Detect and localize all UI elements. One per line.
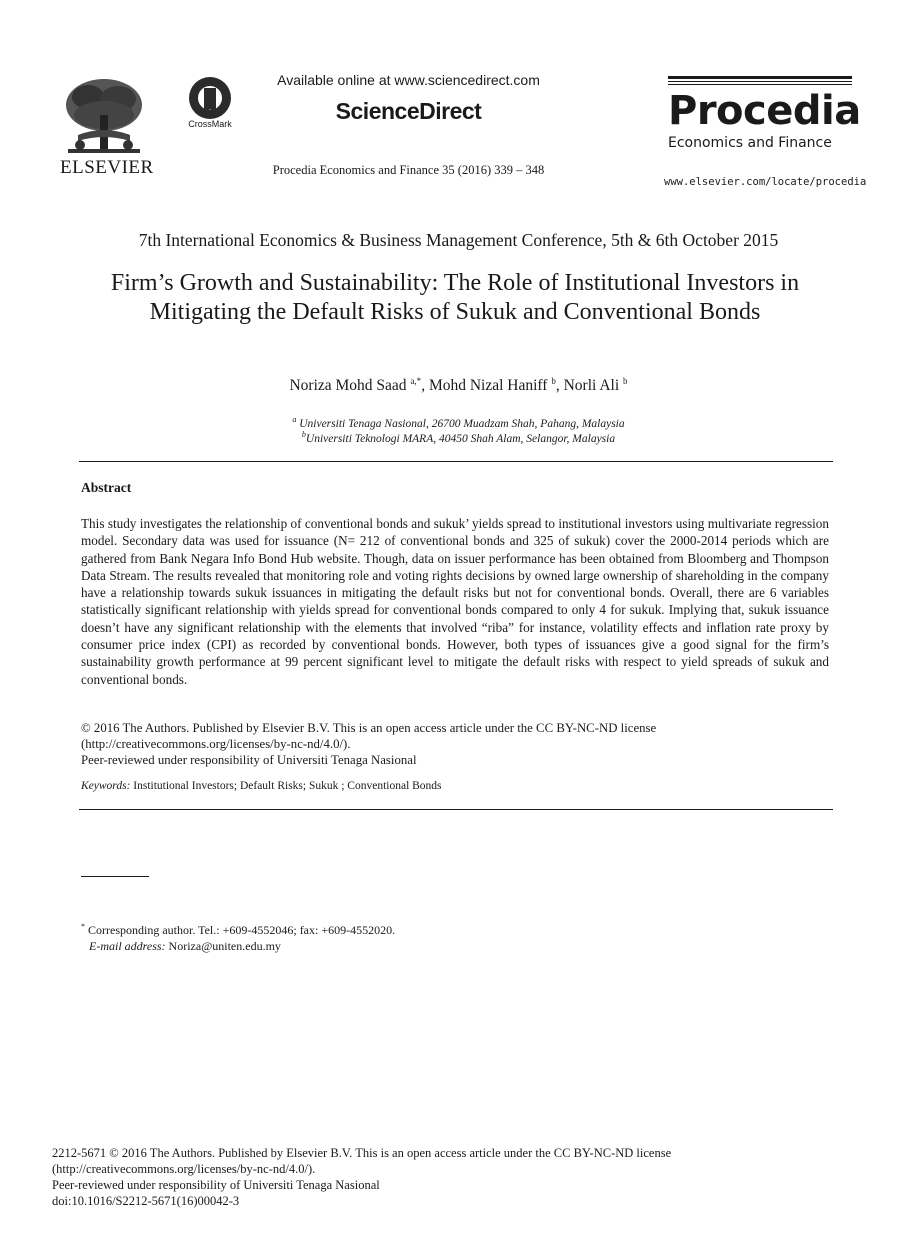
doi-line[interactable]: doi:10.1016/S2212-5671(16)00042-3: [52, 1194, 240, 1208]
affiliation-mark: a: [292, 415, 297, 424]
license-block: [81, 720, 829, 768]
elsevier-wordmark: ELSEVIER: [60, 157, 154, 178]
section-divider: [79, 809, 833, 810]
affiliation-text: Universiti Tenaga Nasional, 26700 Muadzam Shah, Pahang, Malaysia: [299, 417, 625, 430]
section-divider: [79, 461, 833, 462]
crossmark-label: CrossMark: [188, 119, 232, 129]
article-title: Firm’s Growth and Sustainability: The Role of Institutional Investors in Mitigating the Default Risks of Sukuk and Conventional Bonds: [110, 270, 800, 325]
author-name: Norli Ali: [563, 377, 620, 395]
procedia-url-link[interactable]: www.elsevier.com/locate/procedia: [664, 176, 867, 188]
peer-review-line: Peer-reviewed under responsibility of Universiti Tenaga Nasional: [81, 753, 417, 767]
footnote: [81, 919, 395, 954]
page-footer: [52, 1145, 671, 1209]
footnote-mark: *: [81, 922, 85, 931]
page-header: [0, 0, 907, 200]
author-name: Mohd Nizal Haniff: [428, 377, 548, 395]
affiliation-a: [0, 415, 907, 430]
abstract-text: This study investigates the relationship of conventional bonds and sukuk’ yields spread to institutional investors using multivariate regression model. Secondary data was used for issuance (N= 212 of conventional bonds and 325 of sukuk) cover the 2000-2014 periods which are gathered from Bank Negara Info Bond Hub website. Though, data on issuer performance has been obtained from Bloomberg and Thompson Data Stream. The results revealed that monitoring role and voting rights decisions by owned large ownership of shareholding in the company have a relationship towards sukuk issuances in mitigating the default risks but not for conventional bonds. Overall, there are 6 variables statistically significant relationship with yields spread for conventional bonds compared to only 4 for sukuk. Implying that, sukuk issuance doesn’t have any significant relationship with the elements that involved “riba” for instance, volatility effects and inflation rate proxy by consumer price index (CPI) as recorded by conventional bonds. However, both types of issuances give a good signal for the firm’s sustainability growth performance at 99 percent significant level to mitigate the default risks with respect to yield spreads of sukuk and conventional bonds.: [81, 516, 829, 687]
email-address[interactable]: Noriza@uniten.edu.my: [168, 939, 281, 953]
procedia-rule: [668, 76, 852, 79]
author-affiliation-mark: a,*: [410, 376, 422, 386]
procedia-subtitle: Economics and Finance: [668, 135, 832, 151]
author-name: Noriza Mohd Saad: [289, 377, 407, 395]
available-online-text: Available online at www.sciencedirect.com: [277, 72, 540, 88]
keywords-line: [81, 780, 829, 792]
email-label: E-mail address:: [89, 939, 166, 953]
keywords-text: Institutional Investors; Default Risks; Sukuk ; Conventional Bonds: [133, 780, 442, 792]
abstract-heading: Abstract: [81, 480, 132, 495]
license-link[interactable]: (http://creativecommons.org/licenses/by-nc-nd/4.0/).: [81, 737, 351, 751]
conference-name: 7th International Economics & Business Management Conference, 5th & 6th October 2015: [138, 230, 779, 250]
procedia-name: Procedia: [668, 88, 861, 134]
procedia-rule: [668, 84, 852, 85]
affiliation-text: Universiti Teknologi MARA, 40450 Shah Alam, Selangor, Malaysia: [305, 432, 616, 445]
sciencedirect-logo[interactable]: ScienceDirect: [335, 98, 482, 124]
journal-reference: Procedia Economics and Finance 35 (2016) 339 – 348: [272, 163, 545, 177]
author-affiliation-mark: b: [623, 376, 628, 386]
procedia-rule: [668, 81, 852, 82]
corresponding-author-text: Corresponding author. Tel.: +609-4552046; fax: +609-4552020.: [88, 923, 396, 937]
peer-review-line: Peer-reviewed under responsibility of Universiti Tenaga Nasional: [52, 1178, 380, 1192]
license-line: © 2016 The Authors. Published by Elsevier B.V. This is an open access article under the CC BY-NC-ND license: [81, 721, 657, 735]
author-affiliation-mark: b: [551, 376, 556, 386]
email-line: [81, 938, 395, 954]
affiliation-mark: b: [301, 430, 306, 439]
issn-license-line: 2212-5671 © 2016 The Authors. Published by Elsevier B.V. This is an open access article under the CC BY-NC-ND license: [52, 1146, 672, 1160]
author-list: Noriza Mohd Saad $^{a,*}$, Mohd Nizal Haniff $^b$, Norli Ali $^b$: [289, 376, 628, 395]
affiliation-b: [0, 430, 907, 445]
corresponding-author-line: [81, 919, 395, 938]
keywords-label: Keywords:: [81, 780, 131, 792]
footnote-rule: [81, 876, 149, 877]
license-link[interactable]: (http://creativecommons.org/licenses/by-nc-nd/4.0/).: [52, 1162, 316, 1176]
procedia-logo: [668, 76, 861, 151]
